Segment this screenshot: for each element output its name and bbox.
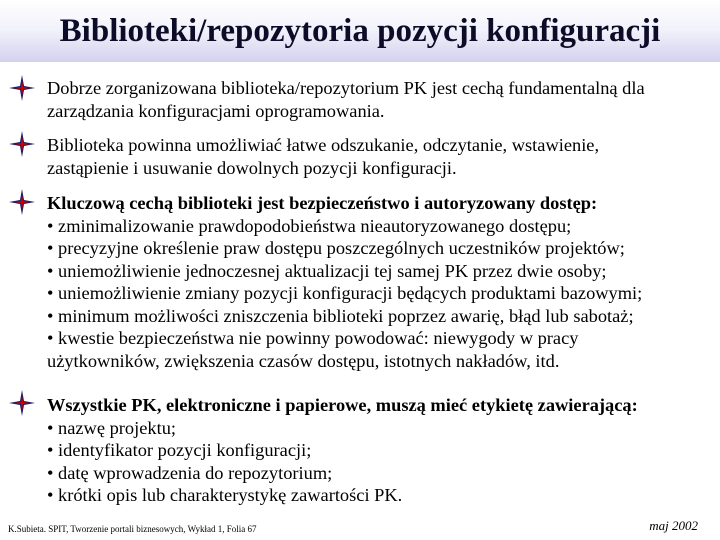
list-item: • datę wprowadzenia do repozytorium;	[47, 462, 333, 483]
text-line: Dobrze zorganizowana biblioteka/repozytorium PK jest cechą fundamentalną dla	[47, 78, 645, 98]
footer-credit: K.Subieta. SPIT, Tworzenie portali biznesowych, Wykład 1, Folia 67	[8, 524, 257, 534]
list-item: • identyfikator pozycji konfiguracji;	[47, 440, 312, 460]
star-cross-bullet-icon	[8, 188, 36, 216]
list-item: • precyzyjne określenie praw dostępu poszczególnych uczestników projektów;	[47, 238, 625, 258]
text-line: zastąpienie i usuwanie dowolnych pozycji konfiguracji.	[47, 157, 457, 178]
list-item: • kwestie bezpieczeństwa nie powinny powodować: niewygody w pracy	[47, 328, 579, 348]
text-line: Biblioteka powinna umożliwiać łatwe odszukanie, odczytanie, wstawienie,	[47, 135, 600, 155]
paragraph-library-operations	[47, 134, 707, 179]
list-item-continuation: użytkowników, zwiększenia czasów dostępu, istotnych nakładów, itd.	[47, 350, 560, 371]
paragraph-security-access	[47, 192, 707, 372]
list-item: • uniemożliwienie jednoczesnej aktualizacji tej samej PK przez dwie osoby;	[47, 260, 607, 281]
list-item: • minimum możliwości zniszczenia biblioteki poprzez awarię, błąd lub sabotaż;	[47, 305, 634, 326]
list-item: • nazwę projektu;	[47, 417, 176, 438]
list-item: • zminimalizowanie prawdopodobieństwa nieautoryzowanego dostępu;	[47, 215, 572, 236]
paragraph-labels	[47, 394, 707, 507]
list-item: • krótki opis lub charakterystykę zawartości PK.	[47, 485, 403, 505]
text-line-heading: Kluczową cechą biblioteki jest bezpieczeństwo i autoryzowany dostęp:	[47, 193, 598, 213]
star-cross-bullet-icon	[8, 389, 36, 417]
text-line: zarządzania konfiguracjami oprogramowania.	[47, 100, 385, 121]
paragraph-library-organization	[47, 77, 707, 122]
footer-date: maj 2002	[649, 518, 698, 533]
list-item: • uniemożliwienie zmiany pozycji konfiguracji będących produktami bazowymi;	[47, 283, 643, 303]
star-cross-bullet-icon	[8, 130, 36, 158]
star-cross-bullet-icon	[8, 74, 36, 102]
text-line-heading: Wszystkie PK, elektroniczne i papierowe, muszą mieć etykietę zawierającą:	[47, 395, 638, 415]
slide-title: Biblioteki/repozytoria pozycji konfiguracji	[59, 13, 661, 49]
